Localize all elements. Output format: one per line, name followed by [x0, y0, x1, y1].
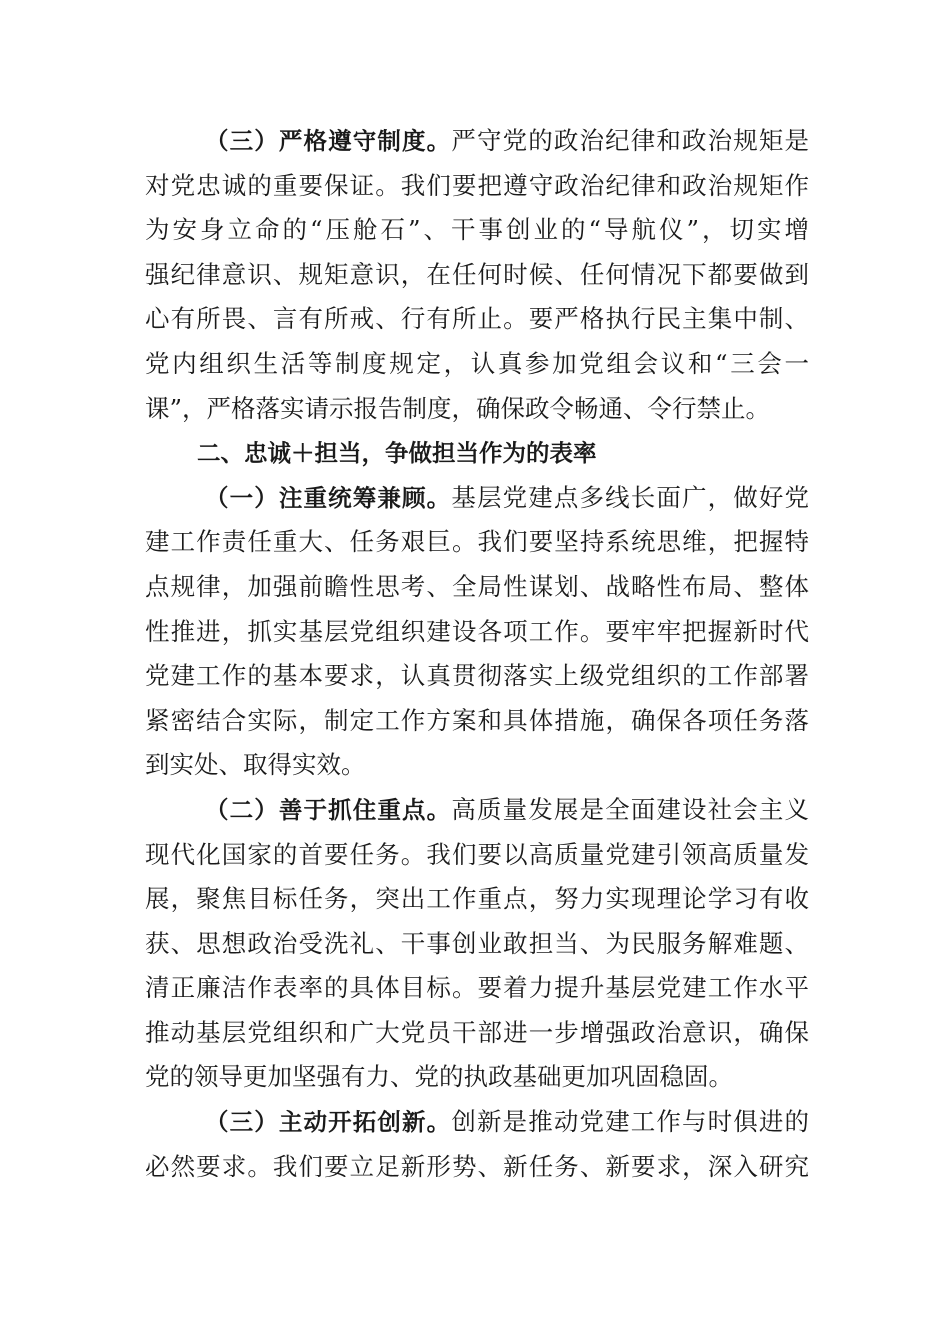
paragraph-text: 高质量发展是全面建设社会主义	[451, 794, 810, 824]
section-title: 二、忠诚＋担当，争做担当作为的表率	[197, 439, 597, 468]
paragraph-text: 基层党建点多线长面广，做好党	[451, 482, 810, 512]
paragraph-line: 获、思想政治受洗礼、干事创业敢担当、为民服务解难题、	[145, 928, 809, 958]
paragraph-line: 展，聚焦目标任务，突出工作重点，努力实现理论学习有收	[145, 884, 809, 914]
paragraph-heading: （一）注重统筹兼顾。	[205, 483, 452, 512]
paragraph-line: 心有所畏、言有所戒、行有所止。要严格执行民主集中制、	[145, 304, 809, 334]
document-body	[145, 119, 809, 1189]
paragraph-line: 清正廉洁作表率的具体目标。要着力提升基层党建工作水平	[145, 973, 809, 1003]
paragraph-line	[145, 476, 809, 521]
paragraph-line: 强纪律意识、规矩意识，在任何时候、任何情况下都要做到	[145, 259, 809, 289]
paragraph-text: 严守党的政治纪律和政治规矩是	[451, 126, 810, 155]
paragraph-line	[145, 788, 809, 833]
paragraph-line: 为安身立命的“压舱石”、干事创业的“导航仪”，切实增	[145, 215, 809, 245]
paragraph-line: 建工作责任重大、任务艰巨。我们要坚持系统思维，把握特	[145, 527, 809, 557]
paragraph-line: 党建工作的基本要求，认真贯彻落实上级党组织的工作部署	[145, 661, 809, 691]
paragraph-heading: （三）主动开拓创新。	[205, 1108, 452, 1137]
paragraph-line: 紧密结合实际，制定工作方案和具体措施，确保各项任务落	[145, 705, 809, 735]
paragraph-heading: （二）善于抓住重点。	[205, 795, 452, 824]
paragraph-line	[145, 119, 809, 164]
paragraph-line: 性推进，抓实基层党组织建设各项工作。要牢牢把握新时代	[145, 616, 809, 646]
paragraph-line: 对党忠诚的重要保证。我们要把遵守政治纪律和政治规矩作	[145, 170, 809, 200]
paragraph-line: 现代化国家的首要任务。我们要以高质量党建引领高质量发	[145, 839, 809, 869]
paragraph-line: 推动基层党组织和广大党员干部进一步增强政治意识，确保	[145, 1017, 809, 1047]
paragraph-heading: （三）严格遵守制度。	[205, 127, 452, 155]
paragraph-line: 党内组织生活等制度规定，认真参加党组会议和“三会一	[145, 348, 809, 378]
paragraph-line: 必然要求。我们要立足新形势、新任务、新要求，深入研究	[145, 1151, 809, 1181]
paragraph-line: 党的领导更加坚强有力、党的执政基础更加巩固稳固。	[145, 1062, 733, 1092]
paragraph-text: 创新是推动党建工作与时俱进的	[451, 1107, 810, 1137]
paragraph-line	[145, 1100, 809, 1145]
paragraph-line: 点规律，加强前瞻性思考、全局性谋划、战略性布局、整体	[145, 571, 809, 601]
paragraph-line: 课”，严格落实请示报告制度，确保政令畅通、令行禁止。	[145, 393, 771, 423]
paragraph-line: 到实处、取得实效。	[145, 750, 366, 780]
